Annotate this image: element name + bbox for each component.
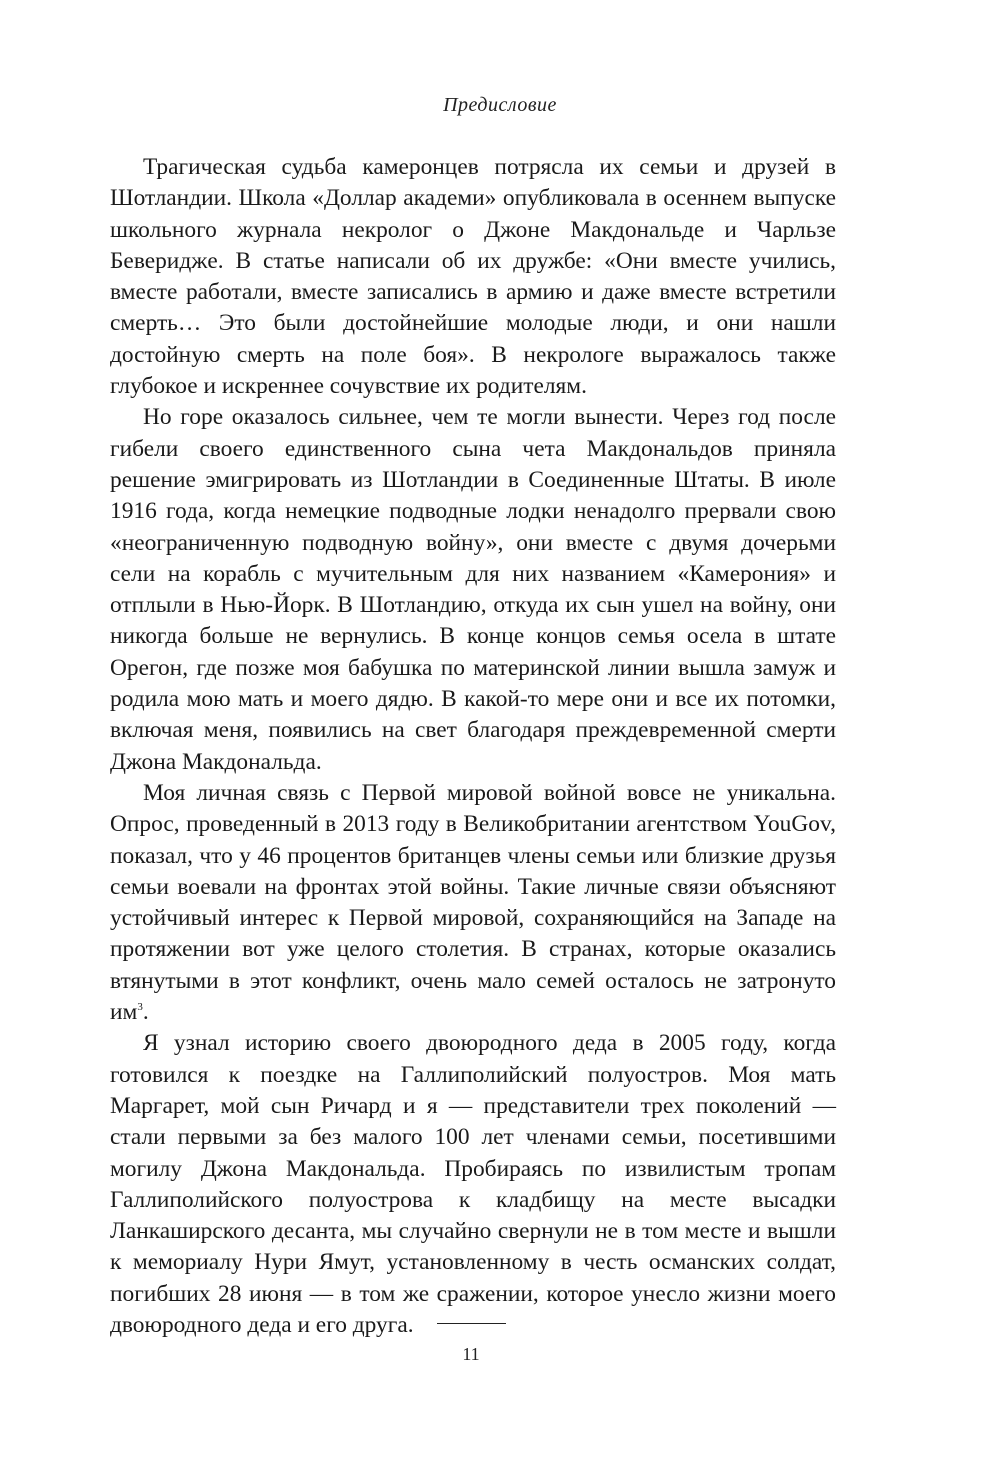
paragraph-4: Я узнал историю своего двоюродного деда в 2005 году, когда готовился к поездке на Галлиполийский полуостров. Моя мать Маргарет, мой сын Ричард и я — представители трех поколений — стали первыми за без малого 100 лет членами семьи, посетившими могилу Джона Макдональда. Пробираясь по извилистым тропам Галлиполийского полуострова к кладбищу на месте высадки Ланкаширского десанта, мы случайно свернули не в том месте и вышли к мемориалу Нури Ямут, установленному в честь османских солдат, погибших 28 июня — в том же сражении, которое унесло жизни моего двоюродного деда и его друга.	[110, 1030, 836, 1338]
paragraph-3	[110, 778, 836, 1028]
footer-rule	[437, 1323, 506, 1324]
paragraph-3-tail: .	[142, 999, 149, 1026]
footnote-ref[interactable]: 3	[137, 1001, 143, 1014]
running-head: Предисловие	[443, 94, 557, 116]
paragraph-3-text: Моя личная связь с Первой мировой войной вовсе не уникальна. Опрос, проведенный в 2013 году в Великобритании агентством YouGov, показал, что у 46 процентов британцев члены семьи или близкие друзья семьи воевали на фронтах этой войны. Такие личные связи объясняют устойчивый интерес к Первой мировой, сохраняющийся на Западе на протяжении вот уже целого столетия. В странах, которые оказались втянутыми в этот конфликт, очень мало семей осталось не затронуто им	[110, 779, 836, 1026]
body-text	[110, 152, 836, 1341]
paragraph-1: Трагическая судьба камеронцев потрясла их семьи и друзей в Шотландии. Школа «Доллар академи» опубликовала в осеннем выпуске школьного журнала некролог о Джоне Макдональде и Чарльзе Бевериджe. В статье написали об их дружбе: «Они вместе учились, вместе работали, вместе записались в армию и даже вместе встретили смерть… Это были достойнейшие молодые люди, и они нашли достойную смерть на поле боя». В некрологе выражалось также глубокое и искреннее сочувствие их родителям.	[110, 154, 836, 400]
page-number: 11	[462, 1344, 480, 1364]
paragraph-2: Но горе оказалось сильнее, чем те могли вынести. Через год после гибели своего единственного сына чета Макдональдов приняла решение эмигрировать из Шотландии в Соединенные Штаты. В июле 1916 года, когда немецкие подводные лодки ненадолго прервали свою «неограниченную подводную войну», они вместе с двумя дочерьми сели на корабль с мучительным для них названием «Камерония» и отплыли в Нью-Йорк. В Шотландию, откуда их сын ушел на войну, они никогда больше не вернулись. В конце концов семья осела в штате Орегон, где позже моя бабушка по материнской линии вышла замуж и родила мою мать и моего дядю. В какой-то мере они и все их потомки, включая меня, появились на свет благодаря преждевременной смерти Джона Макдональда.	[110, 404, 836, 775]
